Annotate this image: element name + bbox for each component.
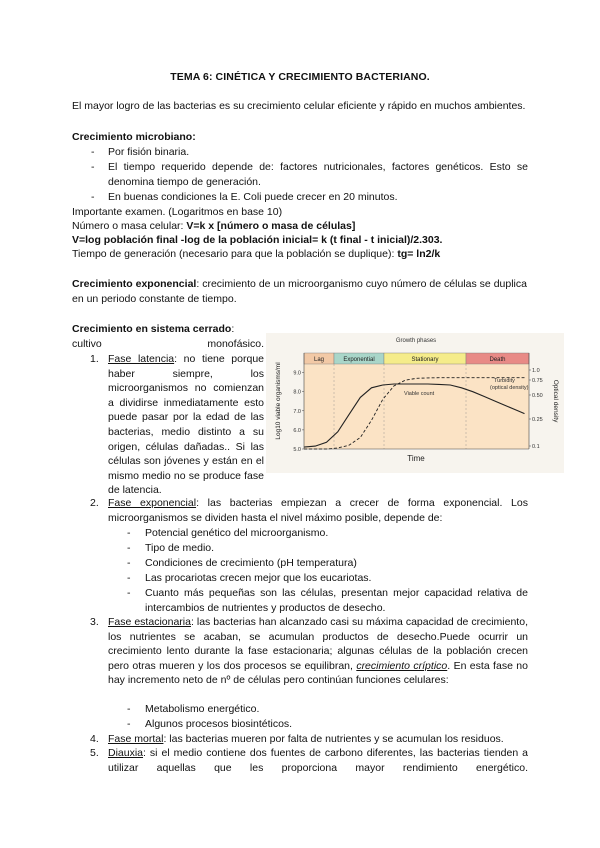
bullet-dash: - [127, 587, 131, 599]
bullet-genetic-potential: Potencial genético del microorganismo. [145, 527, 329, 539]
turbidity-annotation-sub: (optical density) [490, 385, 529, 391]
cryptic-growth-term: crecimiento críptico [356, 659, 448, 672]
phase-number: 3. [90, 616, 99, 628]
exponential-text: : crecimiento de un microorganismo cuyo número de células se duplica en un periodo constante de tiempo. [72, 278, 527, 305]
phase-lag-name: Fase latencia [108, 353, 175, 365]
phase-stationary-text-b: . En esta fase no hay incremento neto de nº de células pero continúan funciones celulares: [108, 659, 528, 687]
bullet-dash: - [91, 146, 95, 158]
y2-tick-label: 0.50 [532, 393, 543, 399]
bullet-generation-time: El tiempo requerido depende de: factores nutricionales, factores genéticos. Esto se denomina tiempo de generación. [108, 161, 528, 188]
closed-system-heading [72, 322, 264, 351]
y2-axis-label: Optical density [552, 379, 559, 423]
chart-title: Growth phases [395, 338, 437, 344]
log-formula: V=log población final -log de la población inicial= k (t final - t inicial)/2.303. [72, 234, 443, 246]
y-tick-label: 8.0 [293, 389, 301, 396]
exponential-paragraph [72, 277, 527, 306]
bullet-dash: - [127, 718, 131, 730]
y-tick-label: 9.0 [293, 370, 301, 377]
phase-number: 4. [90, 733, 99, 745]
phase-label-death: Death [489, 357, 506, 363]
generation-time-line [72, 247, 440, 262]
x-axis-label: Time [407, 454, 425, 463]
closed-system-heading-rest: : cultivo monofásico. [72, 323, 264, 350]
phase-exponential-text: : las bacterias empiezan a crecer de forma exponencial. Los microorganismos se dividen hasta el nivel máximo posible, depende de: [108, 497, 528, 524]
y-tick-label: 6.0 [293, 427, 301, 434]
phase-lag-text: : no tiene porque haber siempre, los microorganismos no comienzan a dividirse inmediatamente esto puede pasar por la edad de las bacterias, medio distinto a su origen, células dañadas.. Si las células son jóvenes y están en el mismo medio no se produce fase de latencia. [108, 353, 265, 497]
cell-number-formula: V=k x [número o masa de células] [186, 220, 356, 232]
bullet-cell-size: Cuanto más pequeñas son las células, presentan mejor capacidad relativa de intercambios de nutrientes y productos de desecho. [145, 587, 528, 614]
growth-curve-chart [266, 333, 564, 473]
bullet-prokaryotes: Las procariotas crecen mejor que los eucariotas. [145, 572, 372, 584]
phase-diauxie-name: Diauxia [108, 747, 144, 759]
cell-number-label: Número o masa celular: [72, 220, 187, 232]
cell-number-line [72, 219, 355, 234]
y2-tick-label: 0.1 [532, 444, 540, 450]
phase-stationary-name: Fase estacionaria [108, 616, 191, 628]
phase-exponential-name: Fase exponencial [108, 497, 197, 509]
microbial-growth-heading: Crecimiento microbiano: [72, 131, 196, 143]
viable-count-annotation: Viable count [404, 391, 435, 397]
phase-diauxie-paragraph [108, 746, 528, 775]
bullet-dash: - [127, 542, 131, 554]
bullet-energy-metabolism: Metabolismo energético. [145, 703, 260, 715]
y-tick-label: 5.0 [293, 447, 301, 453]
phase-label-lag: Lag [313, 357, 325, 363]
turbidity-annotation: Turbidity [494, 378, 515, 384]
intro-paragraph: El mayor logro de las bacterias es su crecimiento celular eficiente y rápido en muchos ambientes. [72, 100, 526, 112]
exam-note: Importante examen. (Logaritmos en base 10) [72, 206, 283, 218]
phase-number: 5. [90, 747, 99, 759]
phase-label-exponential: Exponential [343, 357, 375, 363]
bullet-dash: - [127, 557, 131, 569]
phase-number: 2. [90, 497, 99, 509]
phase-death-paragraph [108, 732, 528, 747]
y2-tick-label: 0.75 [532, 378, 543, 384]
bullet-dash: - [91, 191, 95, 203]
phase-death-text: : las bacterias mueren por falta de nutrientes y se acumulan los residuos. [163, 733, 504, 745]
generation-time-label: Tiempo de generación (necesario para que la población se duplique): [72, 248, 398, 260]
exponential-term: Crecimiento exponencial [72, 278, 197, 290]
closed-system-heading-term: Crecimiento en sistema cerrado [72, 323, 232, 335]
bullet-medium-type: Tipo de medio. [145, 542, 215, 554]
bullet-dash: - [127, 703, 131, 715]
page-title: TEMA 6: CINÉTICA Y CRECIMIENTO BACTERIANO. [170, 71, 430, 83]
bullet-dash: - [127, 527, 131, 539]
phase-death-name: Fase mortal [108, 733, 164, 745]
phase-stationary-text-a: : las bacterias han alcanzado casi su máxima capacidad de crecimiento, los nutrientes se acaban, se acumulan productos de desecho.Puede ocurrir un crecimiento lento durante la fase estacionaria; algunas células de la población crecen pero otras mueren y los dos procesos se equilibran, [108, 616, 528, 672]
phase-lag-paragraph [108, 352, 264, 498]
phase-diauxie-text: : si el medio contiene dos fuentes de carbono diferentes, las bacterias tienden a utilizar aquellas que les proporciona mayor rendimiento energético. [108, 747, 528, 774]
phase-exponential-paragraph [108, 496, 528, 525]
phase-number: 1. [90, 353, 99, 365]
y-tick-label: 7.0 [293, 408, 301, 415]
generation-time-formula: tg= ln2/k [397, 248, 441, 260]
phase-stationary-paragraph [108, 615, 528, 688]
y2-tick-label: 1.0 [532, 368, 540, 374]
bullet-binary-fission: Por fisión binaria. [108, 146, 190, 158]
bullet-dash: - [91, 161, 95, 173]
bullet-growth-conditions: Condiciones de crecimiento (pH temperatura) [145, 557, 357, 569]
bullet-dash: - [127, 572, 131, 584]
phase-label-stationary: Stationary [411, 357, 439, 363]
y-axis-label: Log10 viable organisms/ml [275, 362, 282, 440]
bullet-biosynthesis: Algunos procesos biosintéticos. [145, 718, 293, 730]
y2-tick-label: 0.25 [532, 417, 543, 423]
bullet-ecoli: En buenas condiciones la E. Coli puede crecer en 20 minutos. [108, 191, 398, 203]
